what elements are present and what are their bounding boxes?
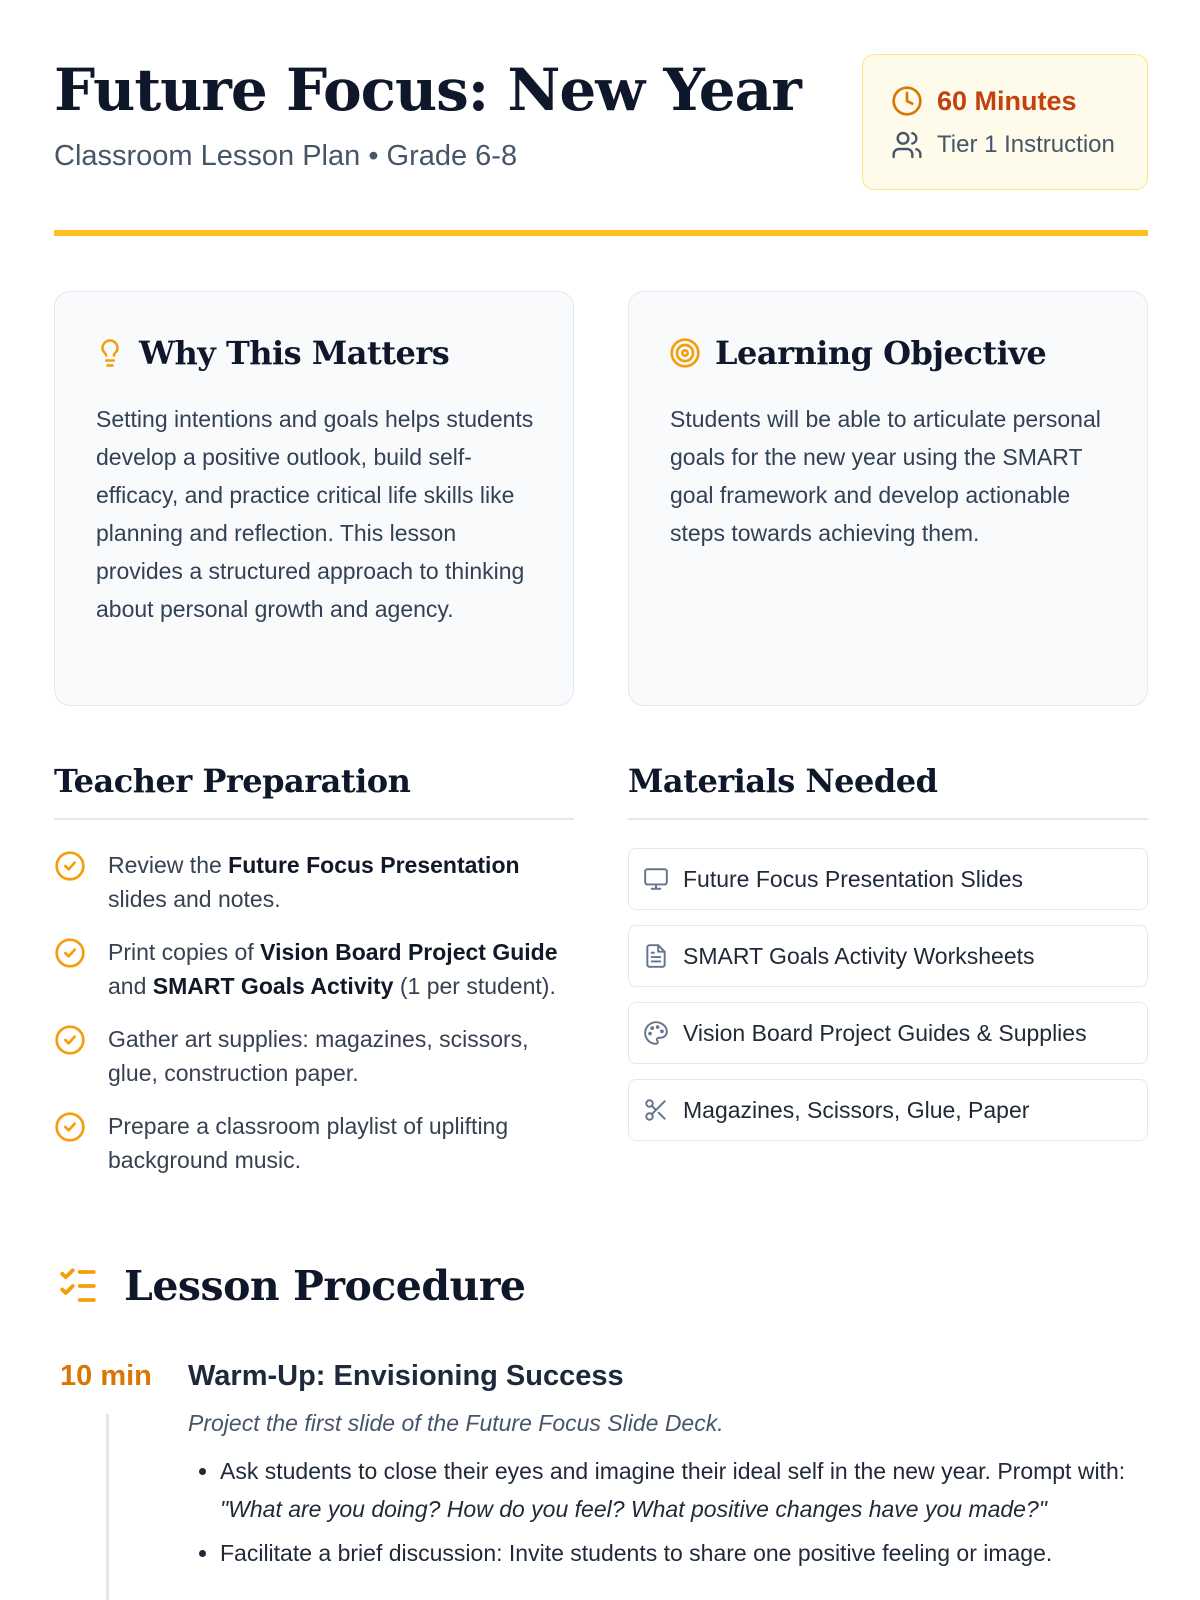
users-icon: [891, 129, 923, 161]
prep-item-text: Gather art supplies: magazines, scissors, glue, construction paper.: [108, 1026, 529, 1086]
preparation-list: [54, 848, 574, 1196]
duration-row: [891, 85, 1077, 117]
page-title: Future Focus: New Year: [54, 56, 801, 124]
material-label: SMART Goals Activity Worksheets: [683, 942, 1035, 969]
duration-badge: [862, 54, 1148, 190]
check-circle-icon: [54, 848, 86, 916]
prep-item-text: Review the Future Focus Presentation slides and notes.: [108, 852, 520, 912]
prep-item-text: Print copies of Vision Board Project Guide and SMART Goals Activity (1 per student).: [108, 939, 558, 999]
objective-card-header: [669, 334, 1046, 372]
list-item: [54, 1109, 574, 1177]
objective-card-title: Learning Objective: [715, 334, 1047, 372]
why-card-title: Why This Matters: [139, 334, 450, 372]
clock-icon: [891, 85, 923, 117]
procedure-title: Lesson Procedure: [124, 1262, 526, 1310]
duration-text: 60 Minutes: [937, 85, 1077, 116]
list-checks-icon: [54, 1265, 102, 1307]
list-item: • Facilitate a brief discussion: Invite students to share one positive feeling or image.: [220, 1534, 1150, 1572]
palette-icon: [643, 1020, 669, 1046]
material-label: Vision Board Project Guides & Supplies: [683, 1019, 1087, 1046]
check-circle-icon: [54, 1109, 86, 1177]
procedure-header: [54, 1262, 526, 1310]
list-item: [628, 848, 1148, 910]
document-icon: [643, 943, 669, 969]
step-title: Warm-Up: Envisioning Success: [188, 1360, 624, 1392]
material-label: Future Focus Presentation Slides: [683, 865, 1024, 892]
materials-title: Materials Needed: [628, 762, 938, 800]
preparation-divider: [54, 818, 574, 820]
list-item: [628, 1079, 1148, 1141]
list-item: • Ask students to close their eyes and imagine their ideal self in the new year. Prompt with: "What are you doing? How do you feel? What positive changes have you made?": [220, 1452, 1150, 1528]
list-item: [54, 1022, 574, 1090]
list-item: [54, 848, 574, 916]
check-circle-icon: [54, 935, 86, 1003]
list-item: [628, 1002, 1148, 1064]
materials-divider: [628, 818, 1148, 820]
page-subtitle: Classroom Lesson Plan • Grade 6-8: [54, 140, 518, 172]
step-bullets: [220, 1452, 1150, 1578]
why-card-header: [95, 334, 449, 372]
materials-list: [628, 848, 1148, 1156]
learning-objective-card: [628, 291, 1148, 706]
tier-text: Tier 1 Instruction: [937, 131, 1115, 158]
material-label: Magazines, Scissors, Glue, Paper: [683, 1096, 1030, 1123]
list-item: [54, 935, 574, 1003]
why-card-body: Setting intentions and goals helps students develop a positive outlook, build self-efficacy, and practice critical life skills like planning and reflection. This lesson provides a structured approach to thinking about personal growth and agency.: [96, 406, 534, 622]
monitor-icon: [643, 866, 669, 892]
objective-card-body: Students will be able to articulate personal goals for the new year using the SMART goal framework and develop actionable steps towards achieving them.: [670, 406, 1101, 546]
prep-item-text: Prepare a classroom playlist of uplifting background music.: [108, 1113, 509, 1173]
step-duration: 10 min: [60, 1360, 152, 1392]
check-circle-icon: [54, 1022, 86, 1090]
preparation-title: Teacher Preparation: [54, 762, 411, 800]
timeline-line: [106, 1414, 109, 1600]
header-divider: [54, 230, 1148, 236]
target-icon: [669, 337, 701, 369]
lightbulb-icon: [95, 336, 125, 370]
list-item: [628, 925, 1148, 987]
why-this-matters-card: [54, 291, 574, 706]
step-note: Project the first slide of the Future Focus Slide Deck.: [188, 1410, 724, 1436]
lesson-header: [54, 50, 1148, 190]
tier-row: [891, 129, 1115, 161]
scissors-icon: [643, 1097, 669, 1123]
